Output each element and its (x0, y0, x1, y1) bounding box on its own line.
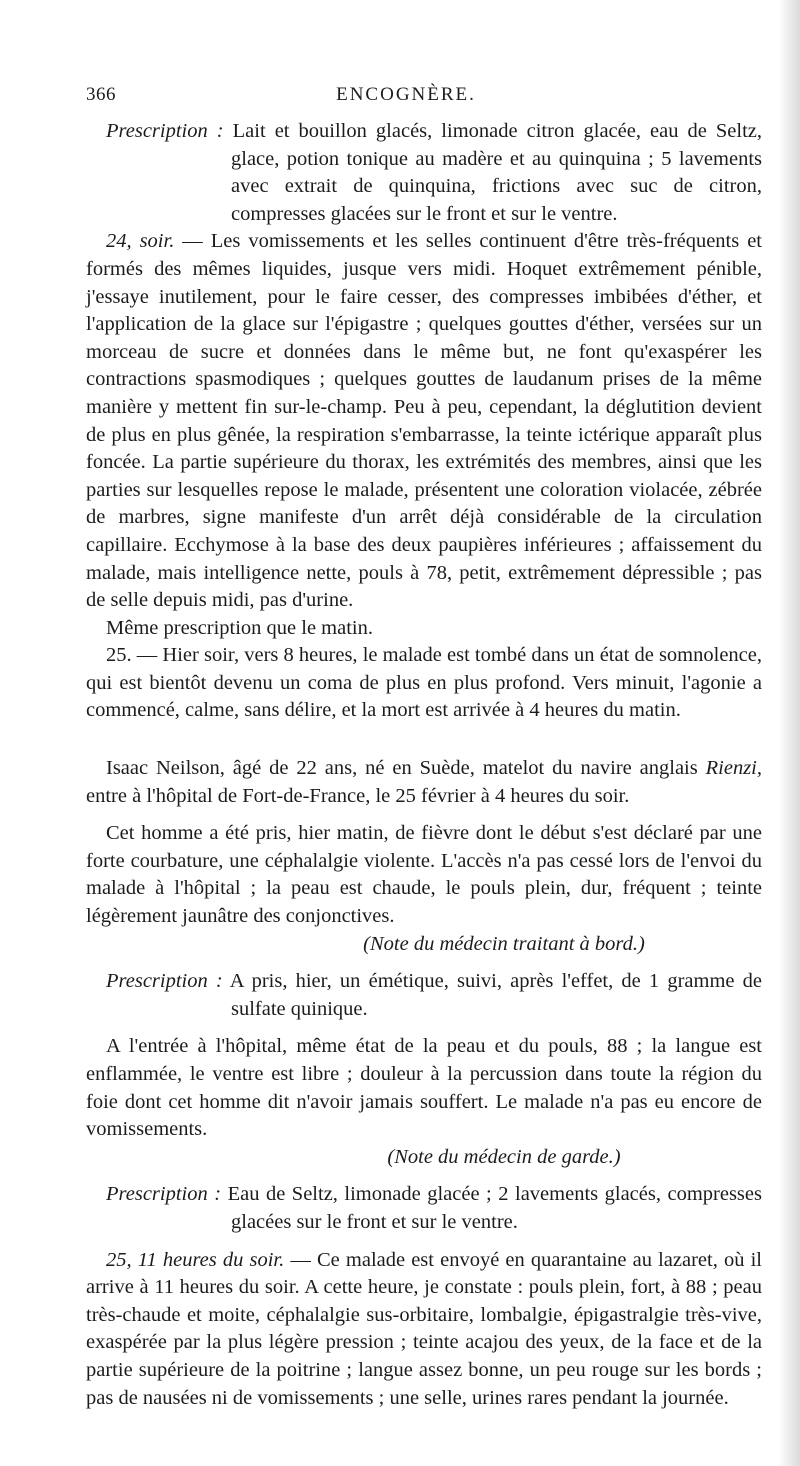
prescription-paragraph (86, 968, 762, 1023)
prescription-paragraph (86, 118, 762, 228)
source-note (86, 1144, 762, 1172)
paragraph-lead: 24, soir. (106, 230, 175, 253)
paragraph-lead: 25, 11 heures du soir. (106, 1248, 285, 1271)
note-text: (Note du médecin traitant à bord.) (363, 932, 645, 955)
paragraph-text: — Ce malade est envoyé en quarantaine au lazaret, où il arrive à 11 heures du soir. A cette heure, je constate : pouls plein, fort, à 88 ; peau très-chaude et moite, céphalalgie sus-orbitaire, lombalgie, épigastralgie très-vive, exaspérée par la plus légère pression ; teinte acajou des yeux, de la face et de la partie supérieure de la poitrine ; langue assez bonne, un peu rouge sur les bords ; pas de nausées ni de vomissements ; une selle, urines rares pendant la journée. (86, 1248, 762, 1409)
patient-intro-paragraph (86, 755, 762, 810)
prescription-note (86, 615, 762, 643)
ship-name: Rienzi, (705, 757, 762, 780)
paragraph-text: Même prescription que le matin. (106, 616, 373, 639)
paragraph-text: — Les vomissements et les selles continuent d'être très-fréquents et formés des mêmes liquides, jusque vers midi. Hoquet extrêmement pénible, j'essaye inutilement, pour le faire cesser, des compresses imbibées d'éther, et l'application de la glace sur l'épigastre ; quelques gouttes d'éther, versées sur un morceau de sucre et données dans le même but, ne font qu'exaspérer les contractions spasmodiques ; quelques gouttes de laudanum prises de la même manière y mettent fin sur-le-champ. Peu à peu, cependant, la déglutition devient de plus en plus gênée, la respiration s'embarrasse, la teinte ictérique apparaît plus foncée. La partie supérieure du thorax, les extrémités des membres, ainsi que les parties sur lesquelles repose le malade, présentent une coloration violacée, zébrée de marbres, signe manifeste d'un arrêt déjà considérable de la circulation capillaire. Ecchymose à la base des deux paupières inférieures ; affaissement du malade, mais intelligence nette, pouls à 78, petit, extrêmement dépressible ; pas de selle depuis midi, pas d'urine. (86, 230, 762, 612)
observation-paragraph (86, 228, 762, 614)
page-number: 366 (86, 84, 116, 105)
observation-paragraph (86, 820, 762, 930)
body-text (86, 118, 762, 1412)
paragraph-text: — Hier soir, vers 8 heures, le malade est tombé dans un état de somnolence, qui est bientôt devenu un coma de plus en plus profond. Vers minuit, l'agonie a commencé, calme, sans délire, et la mort est arrivée à 4 heures du matin. (86, 644, 762, 722)
observation-paragraph (86, 1247, 762, 1413)
paragraph-text: A pris, hier, un émétique, suivi, après l'effet, de 1 gramme de sulfate quinique. (222, 970, 762, 1020)
note-text: (Note du médecin de garde.) (387, 1145, 621, 1168)
paragraph-text: entre à l'hôpital de Fort-de-France, le 25 février à 4 heures du soir. (86, 784, 630, 807)
paragraph-text: A l'entrée à l'hôpital, même état de la peau et du pouls, 88 ; la langue est enflammée, le ventre est libre ; douleur à la percussion dans toute la région du foie dont cet homme dit n'avoir jamais souffert. Le malade n'a pas eu encore de vomissements. (86, 1035, 762, 1141)
paragraph-lead: 25. (106, 644, 132, 667)
paragraph-text: Cet homme a été pris, hier matin, de fièvre dont le début s'est déclaré par une forte courbature, une céphalalgie violente. L'accès n'a pas cessé lors de l'envoi du malade à l'hôpital ; la peau est chaude, le pouls plein, dur, fréquent ; teinte légèrement jaunâtre des conjonctives. (86, 822, 762, 928)
page-header (86, 84, 726, 110)
observation-paragraph (86, 642, 762, 725)
observation-paragraph (86, 1033, 762, 1143)
paragraph-text: Eau de Seltz, limonade glacée ; 2 lavements glacés, compresses glacées sur le front et sur le ventre. (221, 1183, 762, 1233)
paragraph-text: Lait et bouillon glacés, limonade citron glacée, eau de Seltz, glace, potion tonique au madère et au quinquina ; 5 lavements avec extrait de quinquina, frictions avec suc de citron, compresses glacées sur le front et sur le ventre. (223, 120, 763, 225)
prescription-paragraph (86, 1181, 762, 1236)
page-edge-shadow (778, 0, 800, 1466)
paragraph-text: Isaac Neilson, âgé de 22 ans, né en Suède, matelot du navire anglais (106, 757, 706, 780)
paragraph-lead: Prescription : (106, 120, 224, 142)
source-note (86, 931, 762, 959)
paragraph-lead: Prescription : (106, 970, 223, 993)
running-head: ENCOGNÈRE. (336, 84, 476, 105)
paragraph-lead: Prescription : (106, 1183, 222, 1206)
